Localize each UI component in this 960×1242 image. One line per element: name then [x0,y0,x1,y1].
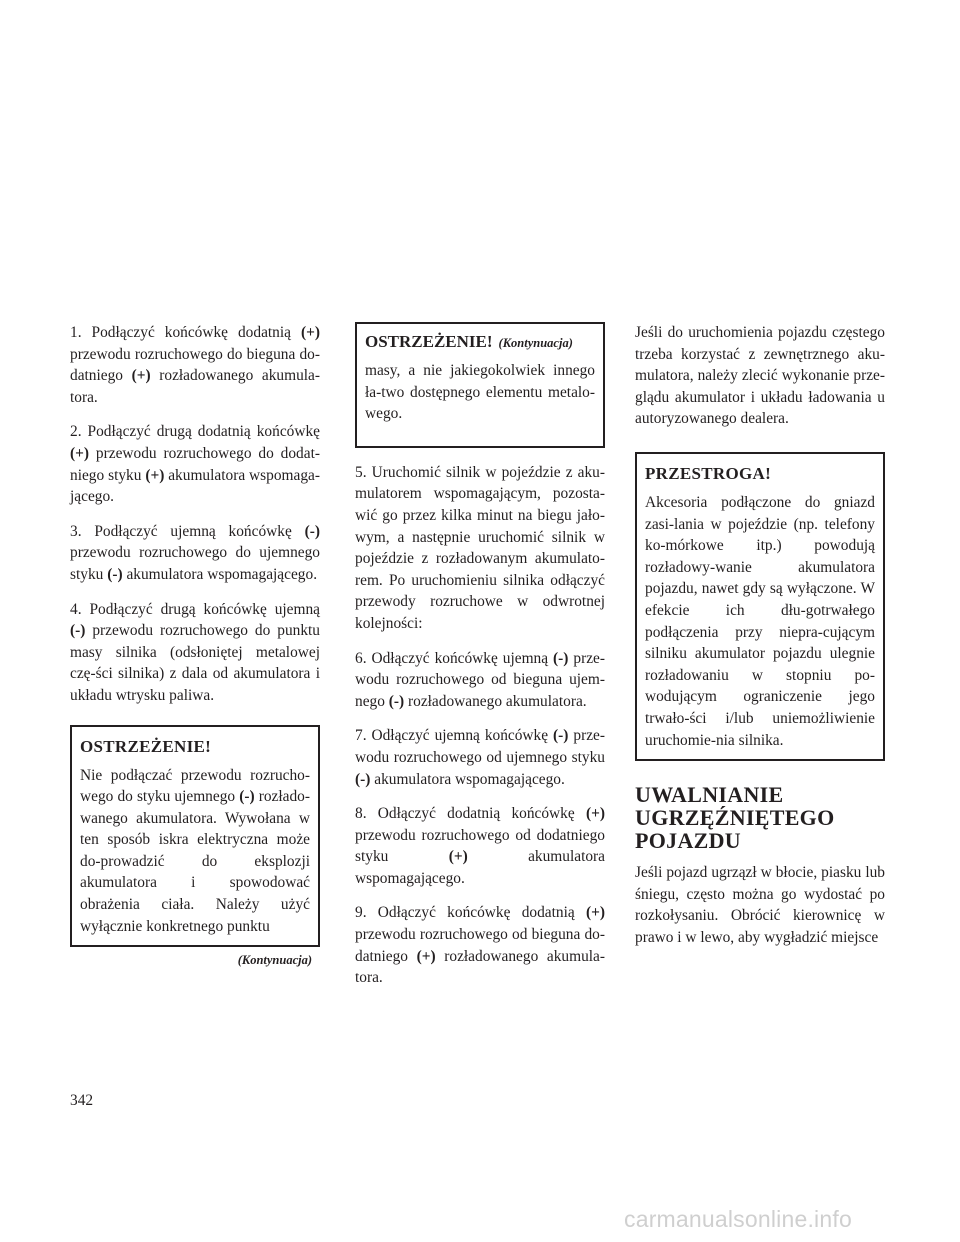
column-middle [355,322,605,1002]
section-heading: UWALNIANIE UGRZĘŹNIĘTEGO POJAZDU [635,782,835,854]
step-3: 3. Podłączyć ujemną końcówkę (-) przewodu rozruchowego do ujemnego styku (-) akumulatora wspomagającego. [70,522,320,583]
section-paragraph: Jeśli pojazd ugrzązł w błocie, piasku lub śniegu, często można go wydostać po rozkołysaniu. Obrócić kierownicę w prawo i w lewo, aby wygładzić miejsce [635,864,885,946]
step-7: 7. Odłączyć ujemną końcówkę (-) prze-wodu rozruchowego od ujemnego styku (-) akumulatora wspomagającego. [355,727,605,788]
warning-title: OSTRZEŻENIE! [80,736,212,756]
warning-continued-title: OSTRZEŻENIE! (Kontynuacja) [365,332,573,351]
step-1: 1. Podłączyć końcówkę dodatnią (+) przewodu rozruchowego do bieguna do-datniego (+) rozładowanego akumula-tora. [70,324,320,406]
watermark: carmanualsonline.info [624,1206,852,1232]
continued-subtitle: (Kontynuacja) [498,336,573,350]
step-5: 5. Uruchomić silnik w pojeździe z aku-mulatorem wspomagającym, pozosta-wić go przez kilka minut na biegu jało-wym, a następnie uruchomić silnik w pojeździe z rozładowanym akumulato-rem. Po uruchomieniu silnika odłączyć przewody rozruchowe w odwrotnej kolejności: [355,463,605,632]
column-left [70,322,320,968]
step-6: 6. Odłączyć końcówkę ujemną (-) prze-wodu rozruchowego od bieguna ujem-nego (-) rozładowanego akumulatora. [355,649,605,710]
warning-continued-text: masy, a nie jakiegokolwiek innego ła-two dostępnego elementu metalo-wego. [365,362,595,423]
caution-title: PRZESTROGA! [645,463,772,483]
step-9: 9. Odłączyć końcówkę dodatnią (+) przewodu rozruchowego od bieguna do-datniego (+) rozładowanego akumula-tora. [355,904,605,987]
warning-text: Nie podłączać przewodu rozrucho-wego do styku ujemnego (-) rozłado-wanego akumulatora. Wywołana w ten sposób iskra elektryczna może do-prowadzić do eksplozji akumulatora i spowodować obrażenia ciała. Należy użyć wyłącznie konkretnego punktu [80,766,310,935]
caution-text: Akcesoria podłączone do gniazd zasi-lania w pojeździe (np. telefony ko-mórkowe itp.) powodują rozładowy-wanie akumulatora pojazdu, nawet gdy są wyłączone. W efekcie ich dłu-gotrwałego podłączenia przy niepra-cującym silniku akumulator pojazdu ulegnie rozładowaniu w stopniu po-wodującym ograniczenie jego trwało-ści i/lub uniemożliwienie uruchomie-nia silnika. [645,493,875,749]
caution-box [635,452,885,761]
continued-label: (Kontynuacja) [237,953,312,968]
step-8: 8. Odłączyć dodatnią końcówkę (+) przewodu rozruchowego od dodatniego styku (+) akumulatora wspomagającego. [355,805,605,887]
warning-continued-box [355,322,605,448]
warning-box [70,725,320,948]
step-4: 4. Podłączyć drugą końcówkę ujemną (-) przewodu rozruchowego do punktu masy silnika (odsłoniętej metalowej czę-ści silnika) z dala od akumulatora i układu wtrysku paliwa. [70,600,320,704]
column-right [635,322,885,961]
page-number: 342 [70,1092,94,1109]
intro-paragraph: Jeśli do uruchomienia pojazdu częstego trzeba korzystać z zewnętrznego aku-mulatora, należy zlecić wykonanie prze-glądu akumulator i układu ładowania u autoryzowanego dealera. [635,324,885,428]
step-2: 2. Podłączyć drugą dodatnią końcówkę (+) przewodu rozruchowego do dodat-niego styku (+) akumulatora wspomaga-jącego. [70,423,320,506]
